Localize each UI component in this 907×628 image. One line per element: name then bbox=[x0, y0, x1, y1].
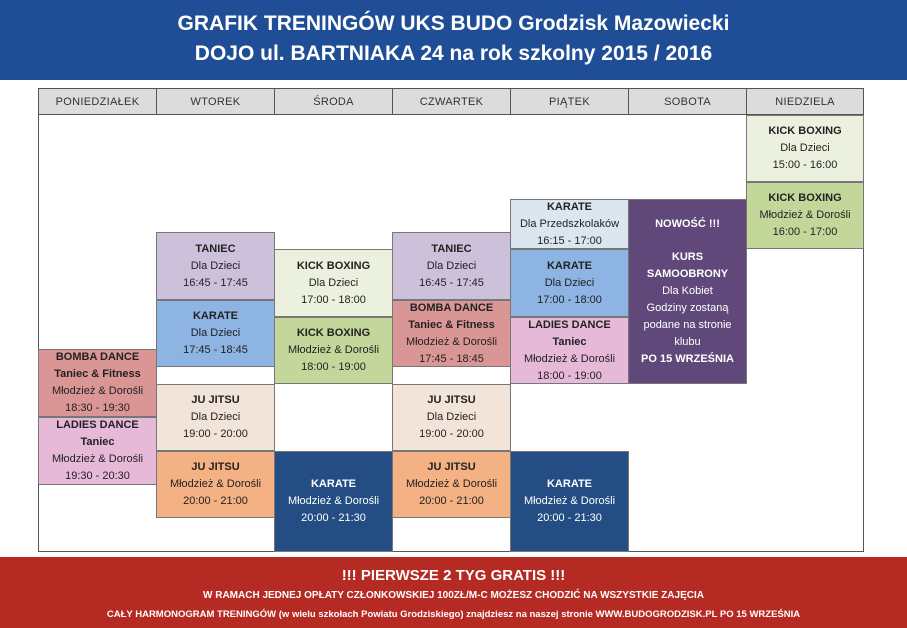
class-group: Dla Dzieci bbox=[426, 259, 477, 272]
class-title: KARATE bbox=[546, 200, 592, 213]
class-group: Młodzież & Dorośli bbox=[523, 352, 616, 365]
class-block-thursday-bomba-dance bbox=[392, 300, 511, 367]
class-subtitle: Taniec bbox=[552, 335, 587, 348]
class-title: KICK BOXING bbox=[296, 259, 371, 272]
day-header-tuesday: WTOREK bbox=[156, 88, 275, 115]
class-title: KARATE bbox=[546, 259, 592, 272]
class-title: LADIES DANCE bbox=[56, 419, 139, 431]
class-block-thursday-jujitsu-adults bbox=[392, 451, 511, 518]
class-time: 18:00 - 19:00 bbox=[301, 361, 366, 373]
day-header-thursday: CZWARTEK bbox=[392, 88, 511, 115]
class-note-3: klubu bbox=[674, 336, 701, 348]
class-group: Dla Kobiet bbox=[662, 285, 713, 297]
class-group: Młodzież & Dorośli bbox=[287, 344, 380, 356]
class-group: Młodzież & Dorośli bbox=[759, 209, 851, 221]
class-group: Młodzież & Dorośli bbox=[287, 495, 380, 507]
class-time: 18:30 - 19:30 bbox=[65, 402, 130, 414]
class-time: 17:00 - 18:00 bbox=[537, 293, 602, 306]
class-group: Młodzież & Dorośli bbox=[405, 335, 498, 348]
day-header-friday: PIĄTEK bbox=[510, 88, 629, 115]
class-block-tuesday-jujitsu-kids bbox=[156, 384, 275, 451]
header-subtitle: DOJO ul. BARTNIAKA 24 na rok szkolny 2015 / 2016 bbox=[194, 42, 713, 65]
class-time: 18:00 - 19:00 bbox=[537, 369, 602, 382]
class-block-monday-ladies-dance bbox=[38, 417, 157, 485]
class-block-friday-karate-adults bbox=[510, 451, 629, 552]
class-block-tuesday-taniec bbox=[156, 232, 275, 300]
day-header-saturday: SOBOTA bbox=[628, 88, 747, 115]
class-title: KICK BOXING bbox=[768, 125, 842, 137]
class-title: KURS bbox=[671, 251, 704, 263]
class-time: 20:00 - 21:30 bbox=[301, 512, 366, 524]
class-time: 19:00 - 20:00 bbox=[419, 428, 484, 440]
class-title: KARATE bbox=[310, 478, 356, 490]
day-header-wednesday: ŚRODA bbox=[274, 88, 393, 115]
class-subtitle: Taniec & Fitness bbox=[54, 368, 141, 380]
class-group: Dla Dzieci bbox=[426, 411, 477, 423]
class-time: 17:00 - 18:00 bbox=[301, 293, 366, 306]
class-block-wednesday-kickboxing-adults bbox=[274, 317, 393, 384]
class-block-thursday-jujitsu-kids bbox=[392, 384, 511, 451]
footer-website-info: CAŁY HARMONOGRAM TRENINGÓW (w wielu szkołach Powiatu Grodziskiego) znajdziesz na naszej stronie WWW.BUDOGRODZISK.PL PO 15 WRZEŚNIA bbox=[106, 609, 801, 620]
class-block-saturday-self-defense-news bbox=[628, 199, 747, 384]
class-block-sunday-kickboxing-adults bbox=[746, 182, 864, 249]
class-group: Dla Dzieci bbox=[190, 327, 241, 339]
class-note-1: Godziny zostaną bbox=[646, 302, 729, 314]
class-group: Dla Dzieci bbox=[190, 411, 241, 423]
class-time: 19:30 - 20:30 bbox=[65, 470, 130, 482]
class-group: Dla Dzieci bbox=[544, 276, 595, 289]
class-time: 17:45 - 18:45 bbox=[419, 352, 484, 365]
class-note-2: podane na stronie bbox=[643, 319, 732, 331]
class-subtitle: Taniec & Fitness bbox=[408, 318, 495, 331]
class-group: Dla Przedszkolaków bbox=[519, 217, 620, 230]
class-title: TANIEC bbox=[431, 242, 472, 255]
class-block-monday-bomba-dance bbox=[38, 349, 157, 417]
class-time: 15:00 - 16:00 bbox=[772, 159, 838, 171]
header-title: GRAFIK TRENINGÓW UKS BUDO Grodzisk Mazowiecki bbox=[177, 12, 730, 35]
class-title: BOMBA DANCE bbox=[409, 301, 494, 314]
class-block-friday-ladies-dance bbox=[510, 317, 629, 384]
class-block-tuesday-karate bbox=[156, 300, 275, 367]
class-title-2: SAMOOBRONY bbox=[646, 268, 729, 280]
class-block-tuesday-jujitsu-adults bbox=[156, 451, 275, 518]
class-time: 17:45 - 18:45 bbox=[183, 344, 248, 356]
class-time: 16:15 - 17:00 bbox=[537, 234, 602, 247]
day-header-sunday: NIEDZIELA bbox=[746, 88, 864, 115]
class-group: Młodzież & Dorośli bbox=[405, 478, 498, 490]
class-block-friday-karate-preschool bbox=[510, 199, 629, 249]
class-group: Dla Dzieci bbox=[190, 259, 241, 272]
day-header-monday: PONIEDZIAŁEK bbox=[38, 88, 157, 115]
class-group: Dla Dzieci bbox=[780, 142, 830, 154]
class-title: BOMBA DANCE bbox=[55, 351, 140, 363]
header-banner bbox=[0, 0, 907, 80]
class-time: 16:45 - 17:45 bbox=[183, 276, 248, 289]
footer-fee-info: W RAMACH JEDNEJ OPŁATY CZŁONKOWSKIEJ 100ZŁ/M-C MOŻESZ CHODZIĆ NA WSZYSTKIE ZAJĘCIA bbox=[203, 590, 704, 601]
class-time: 20:00 - 21:30 bbox=[537, 512, 602, 524]
class-title: KICK BOXING bbox=[296, 327, 371, 339]
class-time: 16:00 - 17:00 bbox=[772, 226, 838, 238]
class-subtitle: Taniec bbox=[80, 436, 115, 448]
class-time: 20:00 - 21:00 bbox=[419, 495, 484, 507]
class-block-wednesday-karate bbox=[274, 451, 393, 552]
class-block-wednesday-kickboxing-kids bbox=[274, 249, 393, 317]
class-title: KARATE bbox=[192, 310, 238, 322]
class-title: KARATE bbox=[546, 478, 592, 490]
class-title: JU JITSU bbox=[191, 461, 240, 473]
class-time: 20:00 - 21:00 bbox=[183, 495, 248, 507]
class-group: Młodzież & Dorośli bbox=[169, 478, 262, 490]
footer-banner bbox=[0, 557, 907, 628]
class-block-sunday-kickboxing-kids bbox=[746, 115, 864, 182]
class-title: KICK BOXING bbox=[768, 192, 842, 204]
class-title: JU JITSU bbox=[191, 394, 240, 406]
class-group: Młodzież & Dorośli bbox=[51, 385, 144, 397]
news-title: NOWOŚĆ !!! bbox=[655, 218, 720, 230]
class-group: Dla Dzieci bbox=[308, 276, 359, 289]
class-group: Młodzież & Dorośli bbox=[51, 453, 144, 465]
class-block-thursday-taniec bbox=[392, 232, 511, 300]
class-block-friday-karate-kids bbox=[510, 249, 629, 317]
class-title: JU JITSU bbox=[427, 394, 476, 406]
class-title: TANIEC bbox=[195, 242, 236, 255]
footer-promo-headline: !!! PIERWSZE 2 TYG GRATIS !!! bbox=[341, 567, 566, 584]
class-time: 16:45 - 17:45 bbox=[419, 276, 484, 289]
class-group: Młodzież & Dorośli bbox=[523, 495, 616, 507]
class-title: LADIES DANCE bbox=[528, 318, 611, 331]
class-date: PO 15 WRZEŚNIA bbox=[641, 353, 734, 365]
class-title: JU JITSU bbox=[427, 461, 476, 473]
class-time: 19:00 - 20:00 bbox=[183, 428, 248, 440]
